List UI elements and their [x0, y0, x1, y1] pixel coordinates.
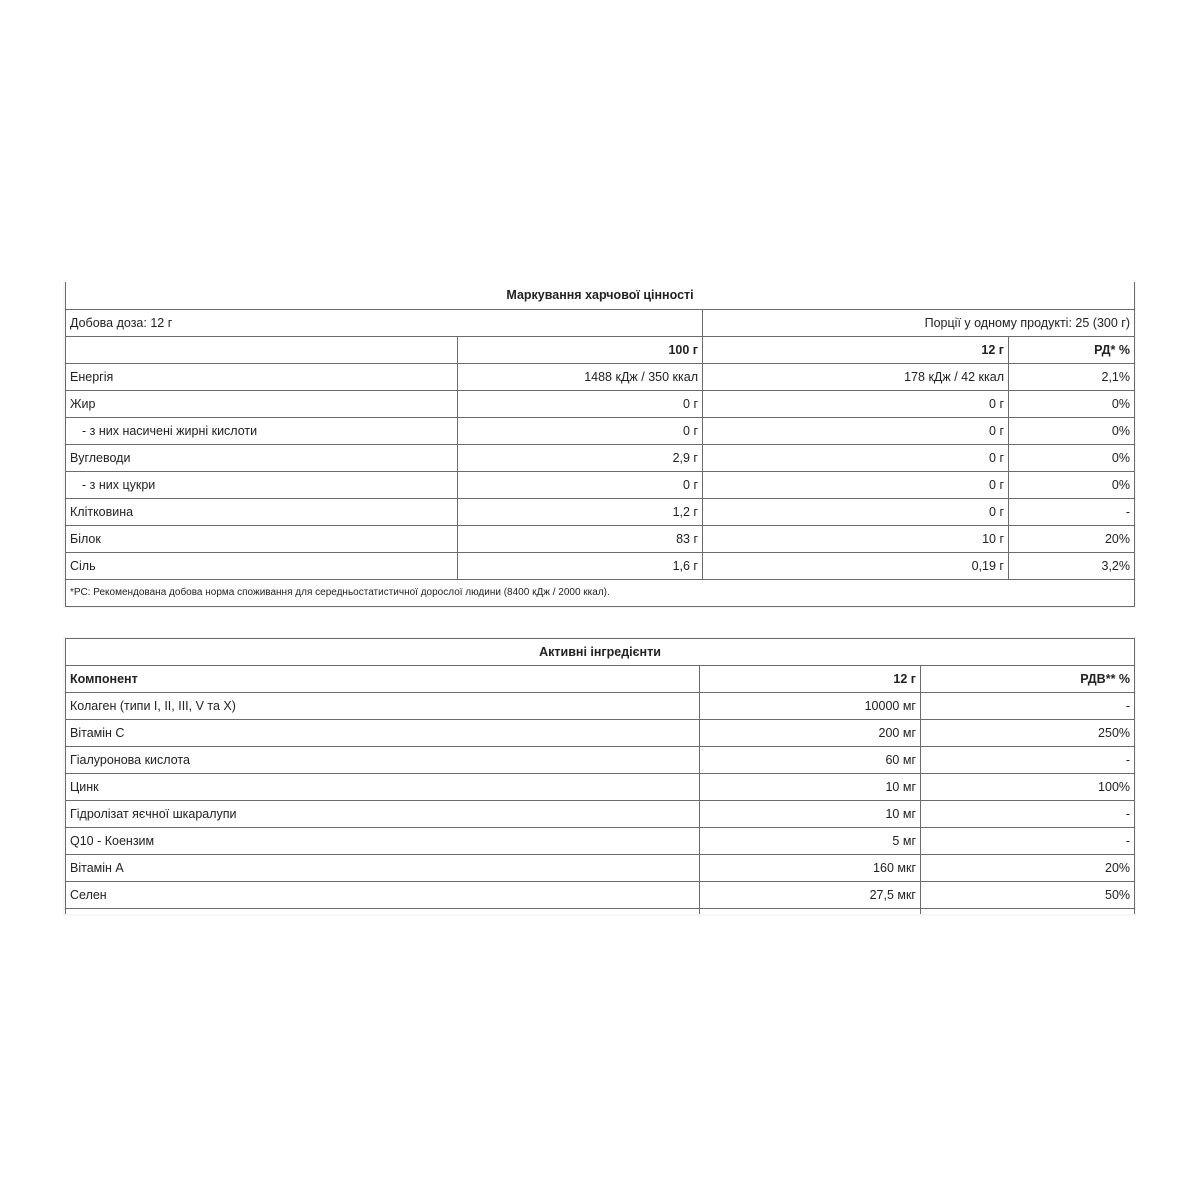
ingredient-name: Цинк — [66, 774, 700, 801]
ingredient-daily-percent: 100% — [921, 774, 1135, 801]
daily-percent-value: 0% — [1009, 444, 1135, 471]
ingredient-name: Колаген (типи I, II, III, V та X) — [66, 693, 700, 720]
nutrient-name: Вуглеводи — [66, 444, 458, 471]
per-serving-value: 0 г — [703, 390, 1009, 417]
per-serving-value: 0 г — [703, 444, 1009, 471]
table-row — [66, 882, 1135, 909]
ingredient-daily-percent: 20% — [921, 855, 1135, 882]
table-row-cut — [66, 909, 1135, 914]
nutrient-name: - з них цукри — [66, 471, 458, 498]
ingredient-name: Селен — [66, 882, 700, 909]
nutrition-title: Маркування харчової цінності — [66, 282, 1135, 309]
nutrition-footnote: *РС: Рекомендована добова норма споживання для середньостатистичної дорослої людини (8400 кДж / 2000 ккал). — [66, 579, 1135, 606]
nutrient-name: Клітковина — [66, 498, 458, 525]
nutrient-name: Жир — [66, 390, 458, 417]
active-ingredients-table — [65, 638, 1135, 914]
daily-percent-value: 2,1% — [1009, 363, 1135, 390]
per-100g-value: 2,9 г — [458, 444, 703, 471]
per-100g-value: 83 г — [458, 525, 703, 552]
table-row — [66, 801, 1135, 828]
table-row — [66, 471, 1135, 498]
ingredient-name: Вітамін С — [66, 720, 700, 747]
ingredient-daily-percent: - — [921, 828, 1135, 855]
nutrient-name: Енергія — [66, 363, 458, 390]
nutrition-header-cell — [66, 336, 458, 363]
ingredient-amount: 10 мг — [700, 801, 921, 828]
cut-cell — [66, 909, 700, 914]
per-serving-value: 0 г — [703, 417, 1009, 444]
table-row — [66, 363, 1135, 390]
ingredient-amount: 27,5 мкг — [700, 882, 921, 909]
daily-percent-value: 0% — [1009, 417, 1135, 444]
nutrient-name: Білок — [66, 525, 458, 552]
daily-percent-value: - — [1009, 498, 1135, 525]
cut-cell — [700, 909, 921, 914]
ingredient-daily-percent: - — [921, 693, 1135, 720]
nutrition-header-row — [66, 336, 1135, 363]
table-row — [66, 720, 1135, 747]
table-row — [66, 693, 1135, 720]
per-100g-value: 0 г — [458, 471, 703, 498]
ingredient-daily-percent: - — [921, 747, 1135, 774]
table-row — [66, 774, 1135, 801]
cut-cell — [921, 909, 1135, 914]
active-header-cell: РДВ** % — [921, 666, 1135, 693]
nutrition-header-cell: РД* % — [1009, 336, 1135, 363]
daily-percent-value: 0% — [1009, 471, 1135, 498]
active-header-cell: Компонент — [66, 666, 700, 693]
daily-dose: Добова доза: 12 г — [66, 309, 703, 336]
table-row — [66, 828, 1135, 855]
ingredient-daily-percent: 50% — [921, 882, 1135, 909]
active-ingredients-title: Активні інгредієнти — [66, 639, 1135, 666]
nutrition-facts-table — [65, 282, 1135, 607]
ingredient-amount: 160 мкг — [700, 855, 921, 882]
ingredient-amount: 10 мг — [700, 774, 921, 801]
table-row — [66, 552, 1135, 579]
table-row — [66, 525, 1135, 552]
ingredient-amount: 10000 мг — [700, 693, 921, 720]
per-serving-value: 0 г — [703, 498, 1009, 525]
table-row — [66, 747, 1135, 774]
nutrient-name: Сіль — [66, 552, 458, 579]
nutrient-name: - з них насичені жирні кислоти — [66, 417, 458, 444]
ingredient-name: Гідролізат яєчної шкаралупи — [66, 801, 700, 828]
table-row — [66, 498, 1135, 525]
ingredient-amount: 60 мг — [700, 747, 921, 774]
ingredient-amount: 5 мг — [700, 828, 921, 855]
per-100g-value: 0 г — [458, 417, 703, 444]
daily-percent-value: 3,2% — [1009, 552, 1135, 579]
table-row — [66, 390, 1135, 417]
nutrition-header-cell: 100 г — [458, 336, 703, 363]
per-serving-value: 0 г — [703, 471, 1009, 498]
servings-per-product: Порції у одному продукті: 25 (300 г) — [703, 309, 1135, 336]
active-ingredients-panel — [63, 637, 1136, 916]
per-serving-value: 0,19 г — [703, 552, 1009, 579]
ingredient-name: Вітамін А — [66, 855, 700, 882]
per-100g-value: 1,6 г — [458, 552, 703, 579]
active-header-cell: 12 г — [700, 666, 921, 693]
table-row — [66, 417, 1135, 444]
per-100g-value: 1,2 г — [458, 498, 703, 525]
table-row — [66, 855, 1135, 882]
nutrition-header-cell: 12 г — [703, 336, 1009, 363]
ingredient-name: Гіалуронова кислота — [66, 747, 700, 774]
ingredient-daily-percent: 250% — [921, 720, 1135, 747]
per-serving-value: 10 г — [703, 525, 1009, 552]
table-row — [66, 444, 1135, 471]
nutrition-facts-panel — [63, 282, 1136, 608]
per-100g-value: 0 г — [458, 390, 703, 417]
ingredient-amount: 200 мг — [700, 720, 921, 747]
daily-percent-value: 0% — [1009, 390, 1135, 417]
per-100g-value: 1488 кДж / 350 ккал — [458, 363, 703, 390]
daily-percent-value: 20% — [1009, 525, 1135, 552]
active-header-row — [66, 666, 1135, 693]
per-serving-value: 178 кДж / 42 ккал — [703, 363, 1009, 390]
ingredient-name: Q10 - Коензим — [66, 828, 700, 855]
ingredient-daily-percent: - — [921, 801, 1135, 828]
